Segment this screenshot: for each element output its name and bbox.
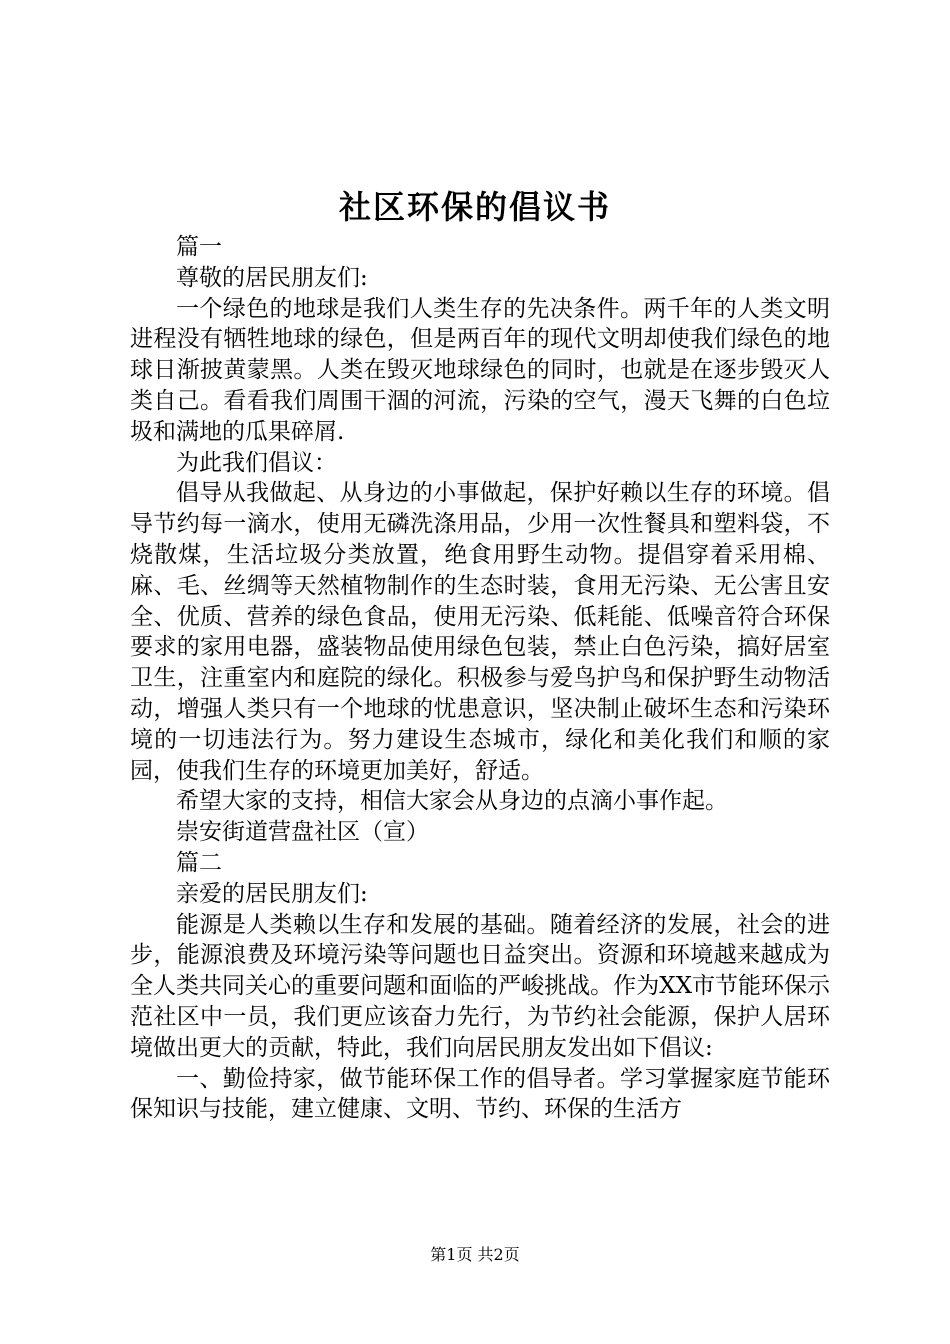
signature: 崇安街道营盘社区（宣） (176, 819, 429, 846)
salutation: 亲爱的居民朋友们: (176, 880, 368, 907)
paragraph: 倡导从我做起、从身边的小事做起，保护好赖以生存的环境。倡导节约每一滴水，使用无磷洗涤用品，少用一次性餐具和塑料袋，不烧散煤，生活垃圾分类放置，绝食用野生动物。提倡穿着采用棉、麻、毛、丝绸等天然植物制作的生态时装，食用无污染、无公害且安全、优质、营养的绿色食品，使用无污染、低耗能、低噪音符合环保要求的家用电器，盛装物品使用绿色包装，禁止白色污染，搞好居室卫生，注重室内和庭院的绿化。积极参与爱鸟护鸟和保护野生动物活动，增强人类只有一个地球的忧患意识，坚决制止破坏生态和污染环境的一切违法行为。努力建设生态城市，绿化和美化我们和顺的家园，使我们生存的环境更加美好，舒适。 (130, 480, 830, 784)
paragraph: 能源是人类赖以生存和发展的基础。随着经济的发展，社会的进步，能源浪费及环境污染等问题也日益突出。资源和环境越来越成为全人类共同关心的重要问题和面临的严峻挑战。作为XX市节能环保示范社区中一员，我们更应该奋力先行，为节约社会能源，保护人居环境做出更大的贡献，特此，我们向居民朋友发出如下倡议: (130, 911, 830, 1061)
page-footer: 第1页 共2页 (430, 1245, 520, 1264)
document-body (130, 232, 830, 1125)
paragraph: 为此我们倡议： (176, 449, 337, 476)
section-heading: 篇二 (176, 849, 222, 876)
section-heading: 篇一 (176, 234, 222, 260)
paragraph: 一、勤俭持家，做节能环保工作的倡导者。学习掌握家庭节能环保知识与技能，建立健康、文明、节约、环保的生活方 (130, 1065, 830, 1123)
salutation: 尊敬的居民朋友们: (176, 264, 368, 291)
paragraph: 一个绿色的地球是我们人类生存的先决条件。两千年的人类文明进程没有牺牲地球的绿色，但是两百年的现代文明却使我们绿色的地球日渐披黄蒙黑。人类在毁灭地球绿色的同时，也就是在逐步毁灭人类自己。看看我们周围干涸的河流，污染的空气，漫天飞舞的白色垃圾和满地的瓜果碎屑. (130, 295, 830, 445)
paragraph: 希望大家的支持，相信大家会从身边的点滴小事作起。 (176, 788, 728, 815)
document-title: 社区环保的倡议书 (338, 188, 611, 226)
